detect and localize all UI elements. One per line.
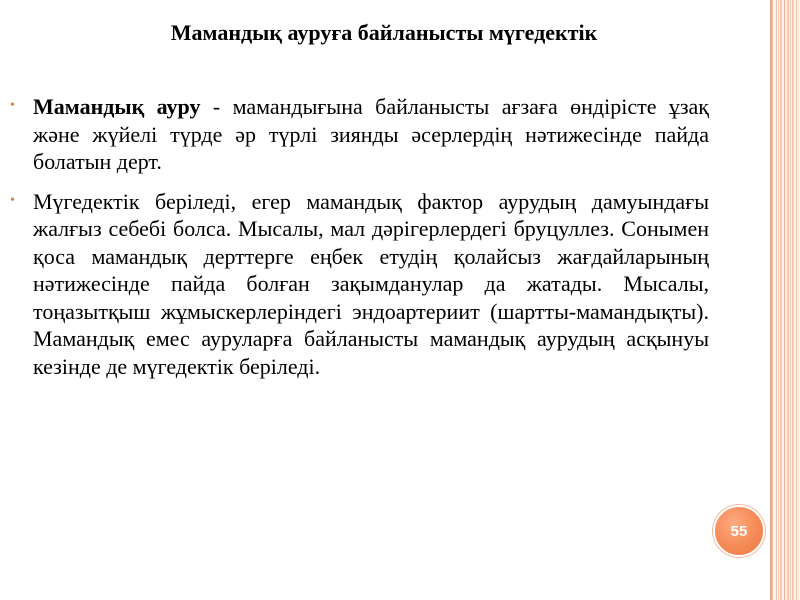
slide-title: Мамандық ауруға байланысты мүгедектік <box>170 20 598 45</box>
bullet-item <box>10 93 709 176</box>
bullet-text: Мүгедектік беріледі, егер мамандық фактор аурудың дамуындағы жалғыз себебі болса. Мысалы, мал дәрігерлердегі бруцуллез. Сонымен қоса мамандық дерттерге еңбек етудің қолайсыз жағдайларының нәтижесінде пайда болған зақымданулар да жатады. Мысалы, тоңазытқыш жұмыскерлеріндегі эндоартериит (шартты-мамандықты). Мамандық емес ауруларға байланысты мамандық аурудың асқынуы кезінде де мүгедектік беріледі. <box>33 188 709 379</box>
bullet-item <box>10 188 709 381</box>
bullet-term: Мамандық ауру <box>33 94 201 119</box>
decorative-side-border <box>770 0 800 600</box>
bullet-dot-icon: • <box>10 192 15 208</box>
page-number-badge: 55 <box>713 505 765 557</box>
slide-content <box>10 93 709 392</box>
bullet-dot-icon: • <box>10 98 15 113</box>
bullet-text: - мамандығына байланысты ағзаға өндірісте ұзақ және жүйелі түрде әр түрлі зиянды әсерлердің нәтижесінде пайда болатын дерт. <box>33 94 709 174</box>
